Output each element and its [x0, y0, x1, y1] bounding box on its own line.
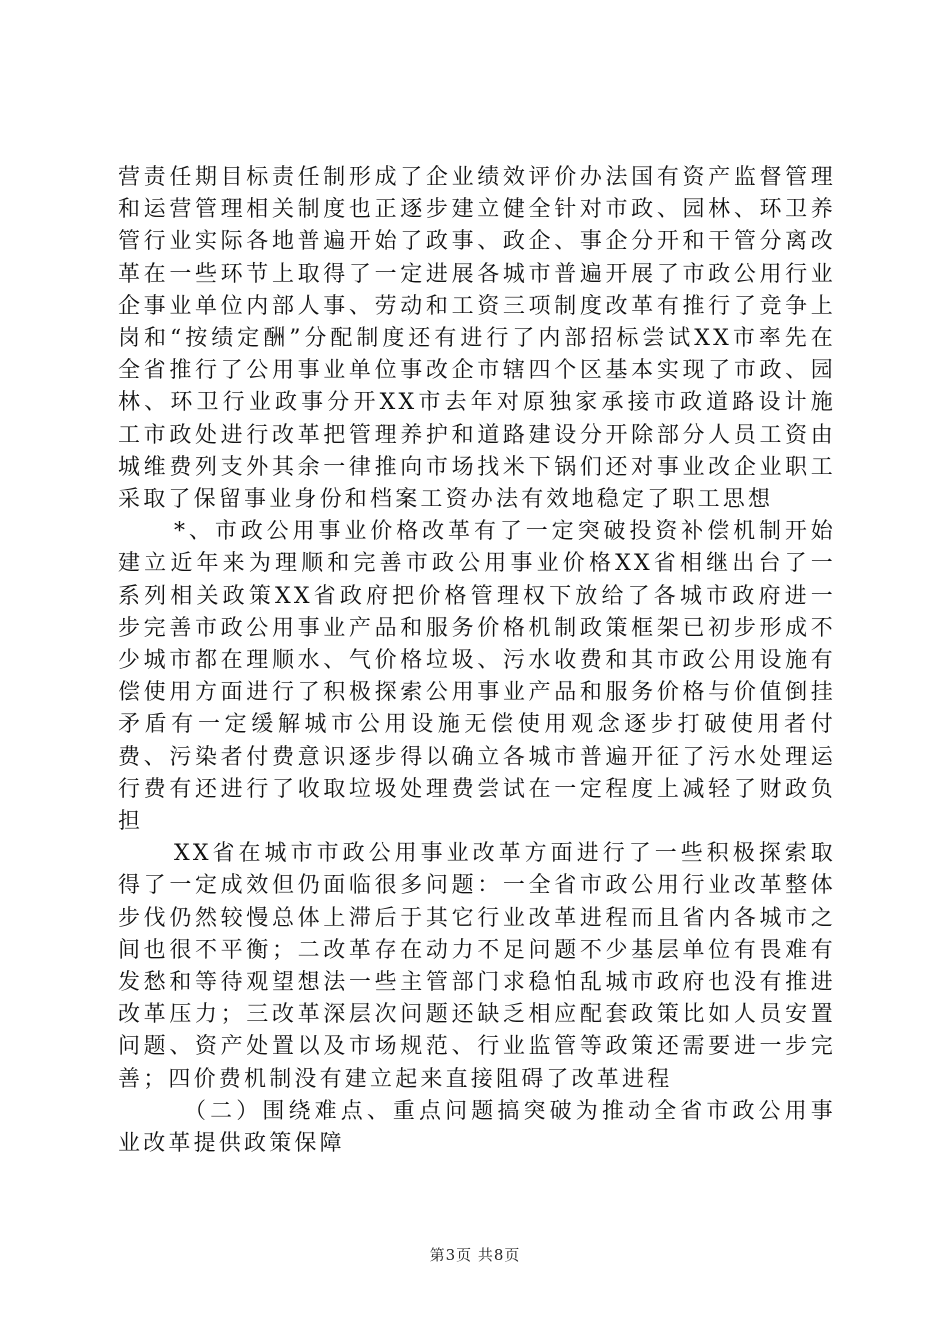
section-heading-policy-support: （二）围绕难点、重点问题搞突破为推动全省市政公用事业改革提供政策保障: [118, 1098, 836, 1157]
paragraph-problems: XX省在城市市政公用事业改革方面进行了一些积极探索取得了一定成效但仍面临很多问题：一全省市政公用行业改革整体步伐仍然较慢总体上滞后于其它行业改革进程而且省内各城市之间也很不平衡；二改革存在动力不足问题不少基层单位有畏难有发愁和等待观望想法一些主管部门求稳怕乱城市政府也没有推进改革压力；三改革深层次问题还缺乏相应配套政策比如人员安置问题、资产处置以及市场规范、行业监管等政策还需要进一步完善；四价费机制没有建立起来直接阻碍了改革进程: [118, 841, 836, 1092]
paragraph-reform-progress: 营责任期目标责任制形成了企业绩效评价办法国有资产监督管理和运营管理相关制度也正逐步建立健全针对市政、园林、环卫养管行业实际各地普遍开始了政事、政企、事企分开和干管分离改革在一些环节上取得了一定进展各城市普遍开展了市政公用行业企事业单位内部人事、劳动和工资三项制度改革有推行了竞争上岗和“按绩定酬”分配制度还有进行了内部招标尝试XX市率先在全省推行了公用事业单位事改企市辖四个区基本实现了市政、园林、环卫行业政事分开XX市去年对原独家承接市政道路设计施工市政处进行改革把管理养护和道路建设分开除部分人员工资由城维费列支外其余一律推向市场找米下锅们还对事业改企业职工采取了保留事业身份和档案工资办法有效地稳定了职工思想: [118, 165, 836, 513]
paragraph-price-reform: *、市政公用事业价格改革有了一定突破投资补偿机制开始建立近年来为理顺和完善市政公用事业价格XX省相继出台了一系列相关政策XX省政府把价格管理权下放给了各城市政府进一步完善市政公用事业产品和服务价格机制政策框架已初步形成不少城市都在理顺水、气价格垃圾、污水收费和其市政公用设施有偿使用方面进行了积极探索公用事业产品和服务价格与价值倒挂矛盾有一定缓解城市公用设施无偿使用观念逐步打破使用者付费、污染者付费意识逐步得以确立各城市普遍开征了污水处理运行费有还进行了收取垃圾处理费尝试在一定程度上减轻了财政负担: [118, 519, 836, 835]
document-body: [118, 162, 836, 1160]
page-footer: 第3页 共8页: [429, 1246, 521, 1264]
